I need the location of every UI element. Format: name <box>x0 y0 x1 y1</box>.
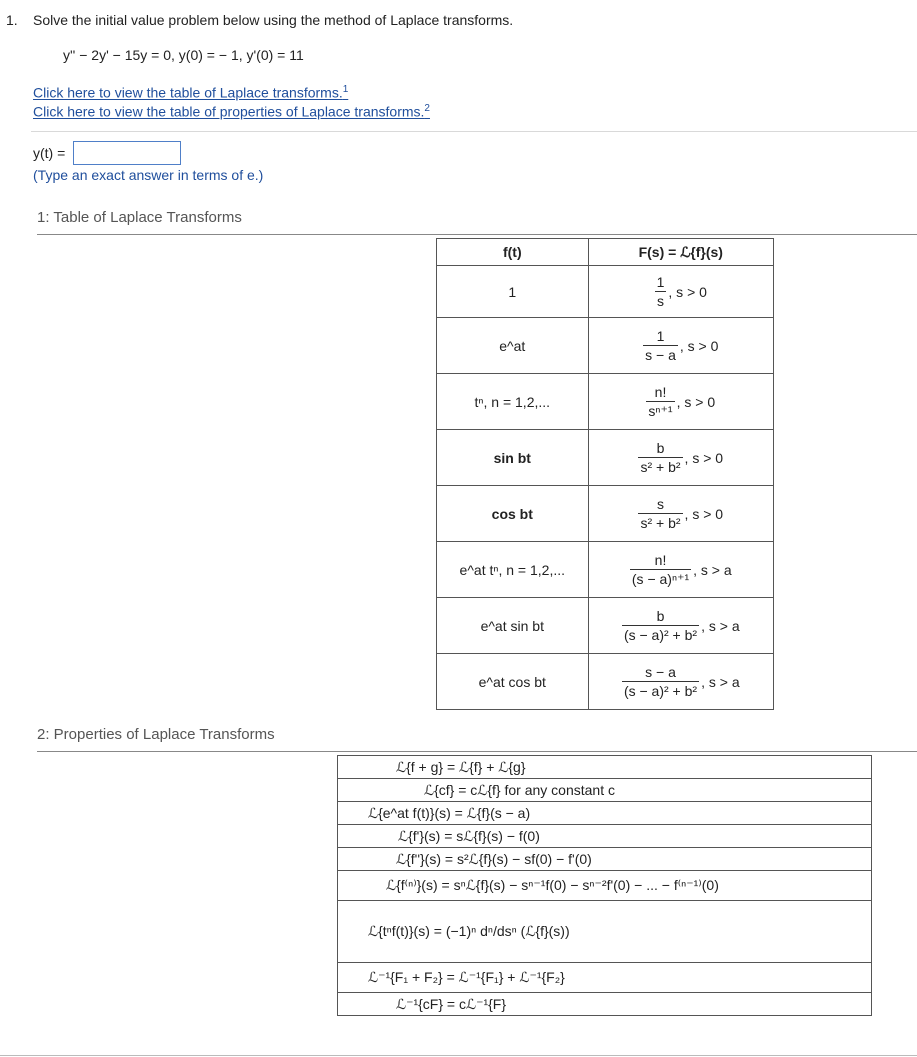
laplace-table-link[interactable] <box>33 84 348 101</box>
properties-table-link-text[interactable]: Click here to view the table of properties of Laplace transforms. <box>33 103 425 120</box>
bottom-rule <box>0 1055 917 1056</box>
property-cell: ℒ{e^at f(t)}(s) = ℒ{f}(s − a) <box>338 802 872 825</box>
link1-footnote: 1 <box>342 84 349 95</box>
table-row <box>437 486 774 542</box>
table-header-row <box>437 239 774 266</box>
laplace-transforms-table <box>436 238 774 710</box>
answer-input[interactable] <box>73 141 181 165</box>
header-fs: F(s) = ℒ{f}(s) <box>588 239 773 266</box>
table-row <box>338 963 872 993</box>
answer-label: y(t) = <box>33 145 66 161</box>
fs-cell <box>588 542 773 598</box>
fs-numerator: 1 <box>643 327 678 346</box>
table-row <box>437 374 774 430</box>
fs-condition: , s > 0 <box>668 283 707 300</box>
table-row <box>437 542 774 598</box>
table-row <box>338 901 872 963</box>
section-rule <box>37 751 917 752</box>
ft-cell: e^at sin bt <box>437 598 589 654</box>
fs-condition: , s > a <box>693 561 732 578</box>
fs-condition: , s > 0 <box>676 393 716 410</box>
fs-numerator: n! <box>646 383 674 402</box>
table-row <box>437 318 774 374</box>
property-cell: ℒ{cf} = cℒ{f} for any constant c <box>338 779 872 802</box>
link2-footnote: 2 <box>424 103 430 114</box>
table-row <box>338 756 872 779</box>
fs-numerator: s − a <box>622 663 699 682</box>
ft-cell: tⁿ, n = 1,2,... <box>437 374 589 430</box>
header-ft: f(t) <box>437 239 589 266</box>
question-text: Solve the initial value problem below using the method of Laplace transforms. <box>33 12 514 28</box>
property-cell: ℒ⁻¹{cF} = cℒ⁻¹{F} <box>338 993 872 1016</box>
table-row <box>338 993 872 1016</box>
property-cell: ℒ⁻¹{F₁ + F₂} = ℒ⁻¹{F₁} + ℒ⁻¹{F₂} <box>338 963 872 993</box>
table-row <box>338 802 872 825</box>
divider <box>31 131 917 132</box>
fs-cell <box>588 430 773 486</box>
fs-cell <box>588 654 773 710</box>
table-row <box>437 654 774 710</box>
ivp-equation: y'' − 2y' − 15y = 0, y(0) = − 1, y'(0) = 11 <box>63 47 304 63</box>
fs-condition: , s > 0 <box>684 505 724 522</box>
table-row <box>437 266 774 318</box>
table-row <box>338 825 872 848</box>
property-cell: ℒ{f + g} = ℒ{f} + ℒ{g} <box>338 756 872 779</box>
ft-cell: e^at <box>437 318 589 374</box>
laplace-table-title: 1: Table of Laplace Transforms <box>37 209 242 226</box>
fs-numerator: 1 <box>656 274 665 290</box>
laplace-properties-table <box>337 755 872 1016</box>
fs-denominator: s <box>657 293 664 309</box>
answer-hint: (Type an exact answer in terms of e.) <box>33 167 264 183</box>
table-row <box>437 430 774 486</box>
fs-numerator: s <box>638 495 682 514</box>
properties-table-link[interactable] <box>33 103 430 120</box>
table-row <box>338 779 872 802</box>
property-cell: ℒ{f'}(s) = sℒ{f}(s) − f(0) <box>338 825 872 848</box>
section-rule <box>37 234 917 235</box>
fs-condition: , s > a <box>701 617 740 634</box>
property-cell: ℒ{tⁿf(t)}(s) = (−1)ⁿ dⁿ/dsⁿ (ℒ{f}(s)) <box>338 901 872 963</box>
property-cell: ℒ{f⁽ⁿ⁾}(s) = sⁿℒ{f}(s) − sⁿ⁻¹f(0) − sⁿ⁻²f'(0) − ... − f⁽ⁿ⁻¹⁾(0) <box>338 871 872 901</box>
fs-numerator: b <box>622 607 699 626</box>
ft-cell: e^at tⁿ, n = 1,2,... <box>437 542 589 598</box>
fs-cell <box>588 598 773 654</box>
fs-condition: , s > 0 <box>679 337 719 354</box>
fs-denominator: s² + b² <box>640 459 681 475</box>
fs-cell <box>588 374 773 430</box>
fs-cell <box>588 486 773 542</box>
ft-cell: cos bt <box>437 486 589 542</box>
fs-denominator: sⁿ⁺¹ <box>648 403 673 419</box>
question-number: 1. <box>6 12 18 28</box>
fs-denominator: (s − a)ⁿ⁺¹ <box>631 571 690 587</box>
property-cell: ℒ{f''}(s) = s²ℒ{f}(s) − sf(0) − f'(0) <box>338 848 872 871</box>
fs-numerator: b <box>638 439 682 458</box>
laplace-table-link-text[interactable]: Click here to view the table of Laplace transforms. <box>33 84 343 101</box>
table-row <box>338 848 872 871</box>
fs-cell <box>588 266 773 318</box>
table-row <box>338 871 872 901</box>
fs-denominator: s − a <box>645 347 676 363</box>
table-row <box>437 598 774 654</box>
fs-denominator: (s − a)² + b² <box>623 683 698 699</box>
fs-numerator: n! <box>630 551 691 570</box>
ft-cell: 1 <box>437 266 589 318</box>
fs-denominator: s² + b² <box>640 515 681 531</box>
ft-cell: e^at cos bt <box>437 654 589 710</box>
fs-denominator: (s − a)² + b² <box>623 627 698 643</box>
ft-cell: sin bt <box>437 430 589 486</box>
fs-condition: , s > a <box>701 673 740 690</box>
properties-table-title: 2: Properties of Laplace Transforms <box>37 726 275 743</box>
fs-cell <box>588 318 773 374</box>
fs-condition: , s > 0 <box>684 449 724 466</box>
